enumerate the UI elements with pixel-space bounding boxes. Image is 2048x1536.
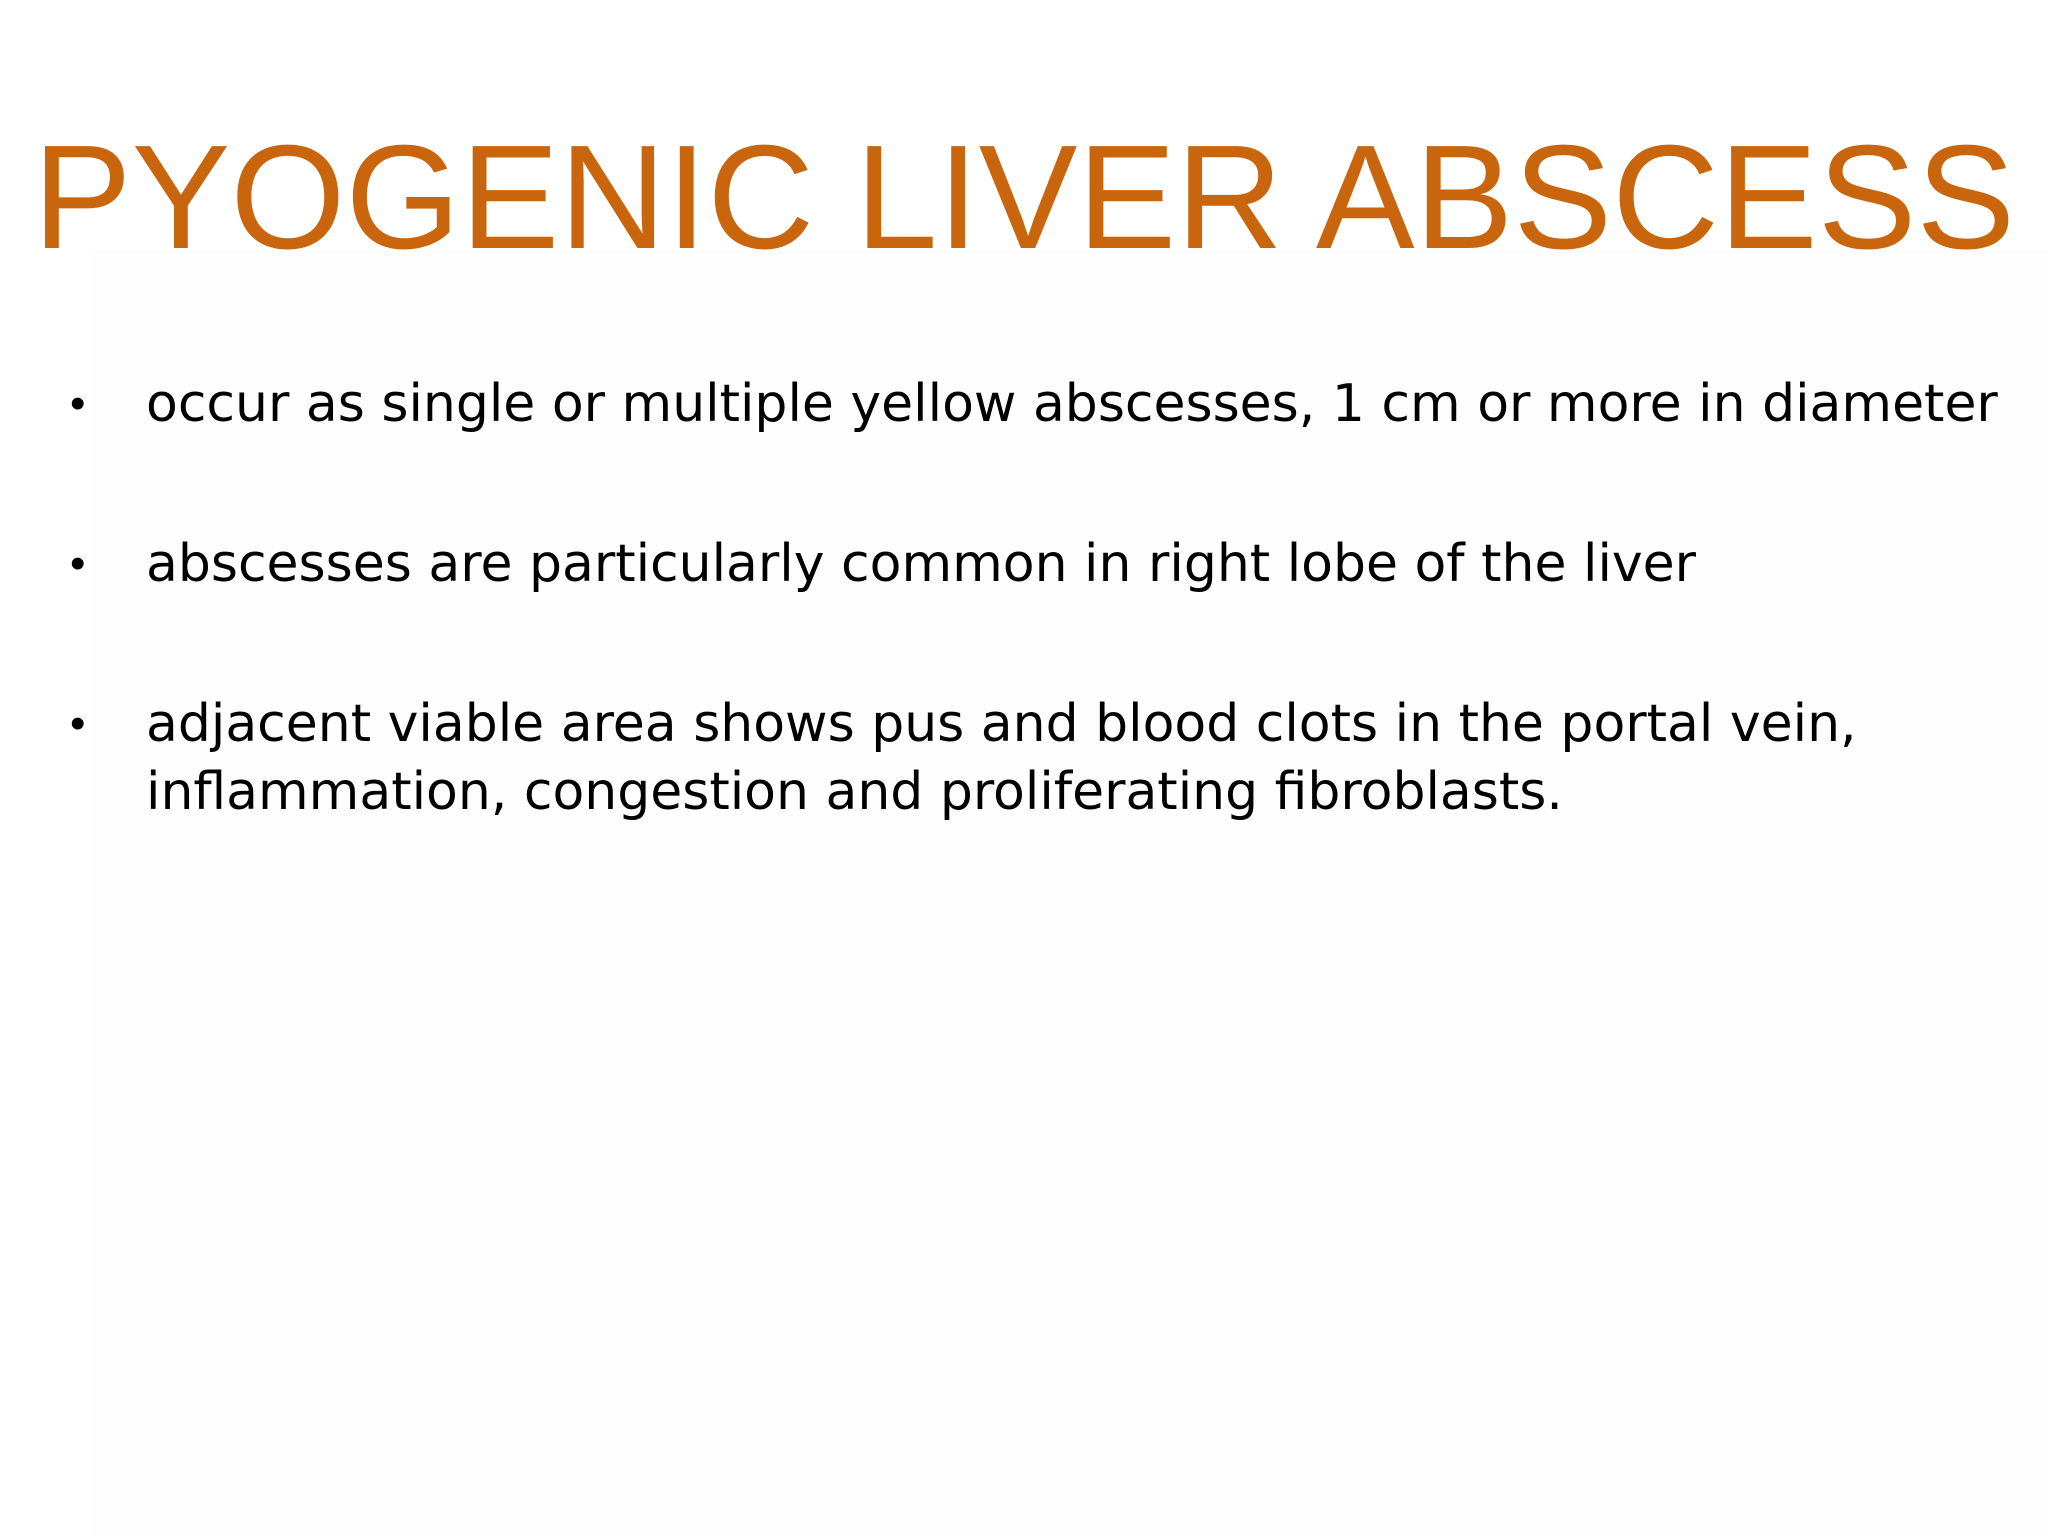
- bullet-text: abscesses are particularly common in right lobe of the liver: [146, 534, 1697, 594]
- bullet-marker: •: [70, 699, 86, 748]
- bullet-text: occur as single or multiple yellow abscesses, 1 cm or more in diameter: [146, 374, 1998, 434]
- bullet-marker: •: [70, 539, 86, 588]
- slide-title: PYOGENIC LIVER ABSCESS: [32, 115, 2016, 280]
- bullet-item: [0, 370, 2048, 438]
- bullet-item: [0, 690, 2048, 826]
- bullet-marker: •: [70, 379, 86, 428]
- bullet-item: [0, 530, 2048, 598]
- bullet-text: adjacent viable area shows pus and blood clots in the portal vein, inflammation, congestion and proliferating fibroblasts.: [146, 694, 1857, 822]
- bullet-list: [0, 370, 2048, 918]
